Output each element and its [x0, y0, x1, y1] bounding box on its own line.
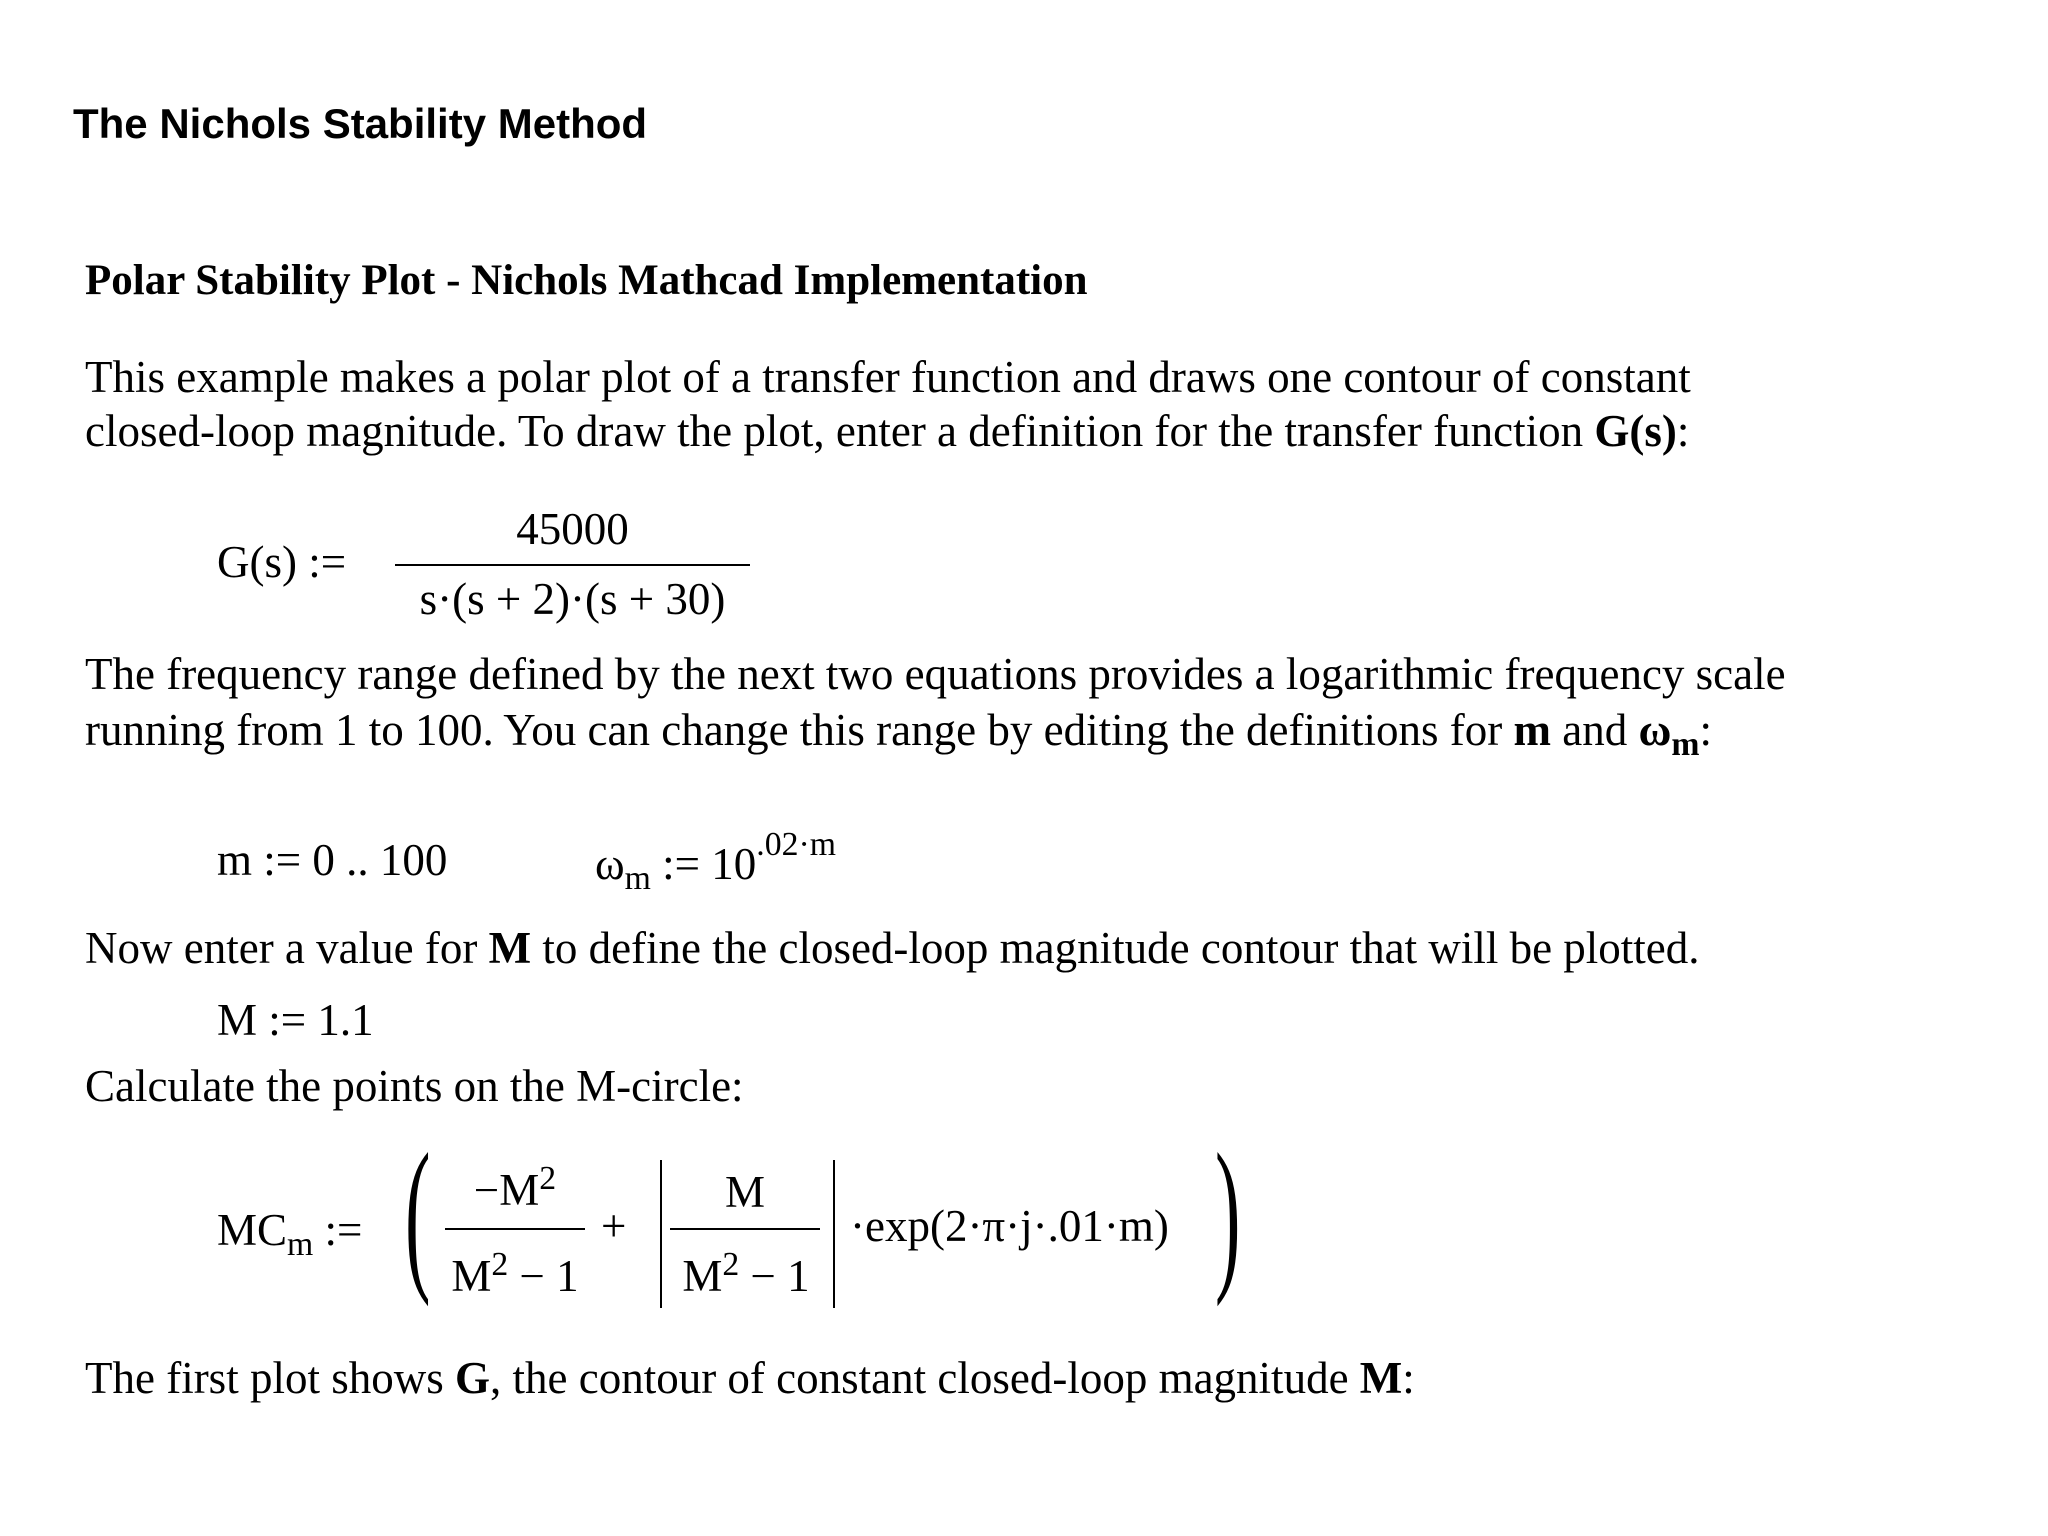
omega-def: $\omega_m$ := $10^{.02\cdot m}$ — [595, 825, 836, 897]
var-omega: $\omega_m$ — [1638, 705, 1700, 763]
colon: : — [1676, 406, 1690, 456]
paragraph-frequency-line2 — [85, 702, 1712, 773]
and-text: and — [1551, 705, 1639, 755]
abs-bar-right — [833, 1160, 835, 1308]
paragraph-m-value: Now enter a value for M to define the closed-loop magnitude contour that will be plotted. — [85, 923, 1700, 973]
frac1-line — [445, 1228, 585, 1230]
frac1-denominator: $M^2 - 1$ — [451, 1246, 579, 1301]
right-paren: ) — [1215, 1119, 1241, 1307]
colon: : — [1699, 705, 1713, 755]
m-range-def: m := 0 .. 100 — [217, 835, 448, 885]
transfer-function-name: G(s) — [1594, 406, 1677, 456]
frac2-denominator: $M^2 - 1$ — [682, 1246, 810, 1301]
M-def: M := 1.1 — [217, 995, 374, 1045]
g-fraction-line — [395, 564, 750, 566]
section-subtitle: Polar Stability Plot - Nichols Mathcad Implementation — [85, 257, 1088, 304]
var-G: G — [454, 1353, 490, 1403]
abs-bar-left — [660, 1160, 662, 1308]
page-title: The Nichols Stability Method — [73, 100, 648, 147]
g-numerator: 45000 — [516, 504, 629, 554]
paragraph-first-plot: The first plot shows G, the contour of constant closed-loop magnitude M: — [85, 1353, 1415, 1403]
var-M: M — [488, 923, 532, 973]
paragraph-intro-line1: This example makes a polar plot of a transfer function and draws one contour of constant — [85, 352, 1691, 402]
mc-lhs: $MC_m$ := — [217, 1205, 363, 1263]
var-M-final: M — [1359, 1353, 1403, 1403]
paragraph-intro-line2 — [85, 403, 1689, 459]
frac2-numerator: M — [724, 1167, 765, 1217]
exp-expression: ·exp(2·π·j·.01·m) — [850, 1201, 1169, 1251]
left-paren: ( — [405, 1119, 431, 1307]
g-denominator: s·(s + 2)·(s + 30) — [419, 574, 726, 624]
intro-text: closed-loop magnitude. To draw the plot, enter a definition for the transfer function — [85, 406, 1595, 456]
frac2-line — [670, 1228, 820, 1230]
g-lhs: G(s) := — [217, 537, 347, 587]
paragraph-frequency-line1: The frequency range defined by the next two equations provides a logarithmic frequency scale — [85, 649, 1786, 699]
paragraph-m-circle: Calculate the points on the M-circle: — [85, 1061, 744, 1111]
var-m: m — [1513, 705, 1552, 755]
plus-sign: + — [601, 1201, 627, 1251]
frac1-numerator: $-M^2$ — [473, 1160, 557, 1215]
freq-text: running from 1 to 100. You can change this range by editing the definitions for — [85, 705, 1514, 755]
